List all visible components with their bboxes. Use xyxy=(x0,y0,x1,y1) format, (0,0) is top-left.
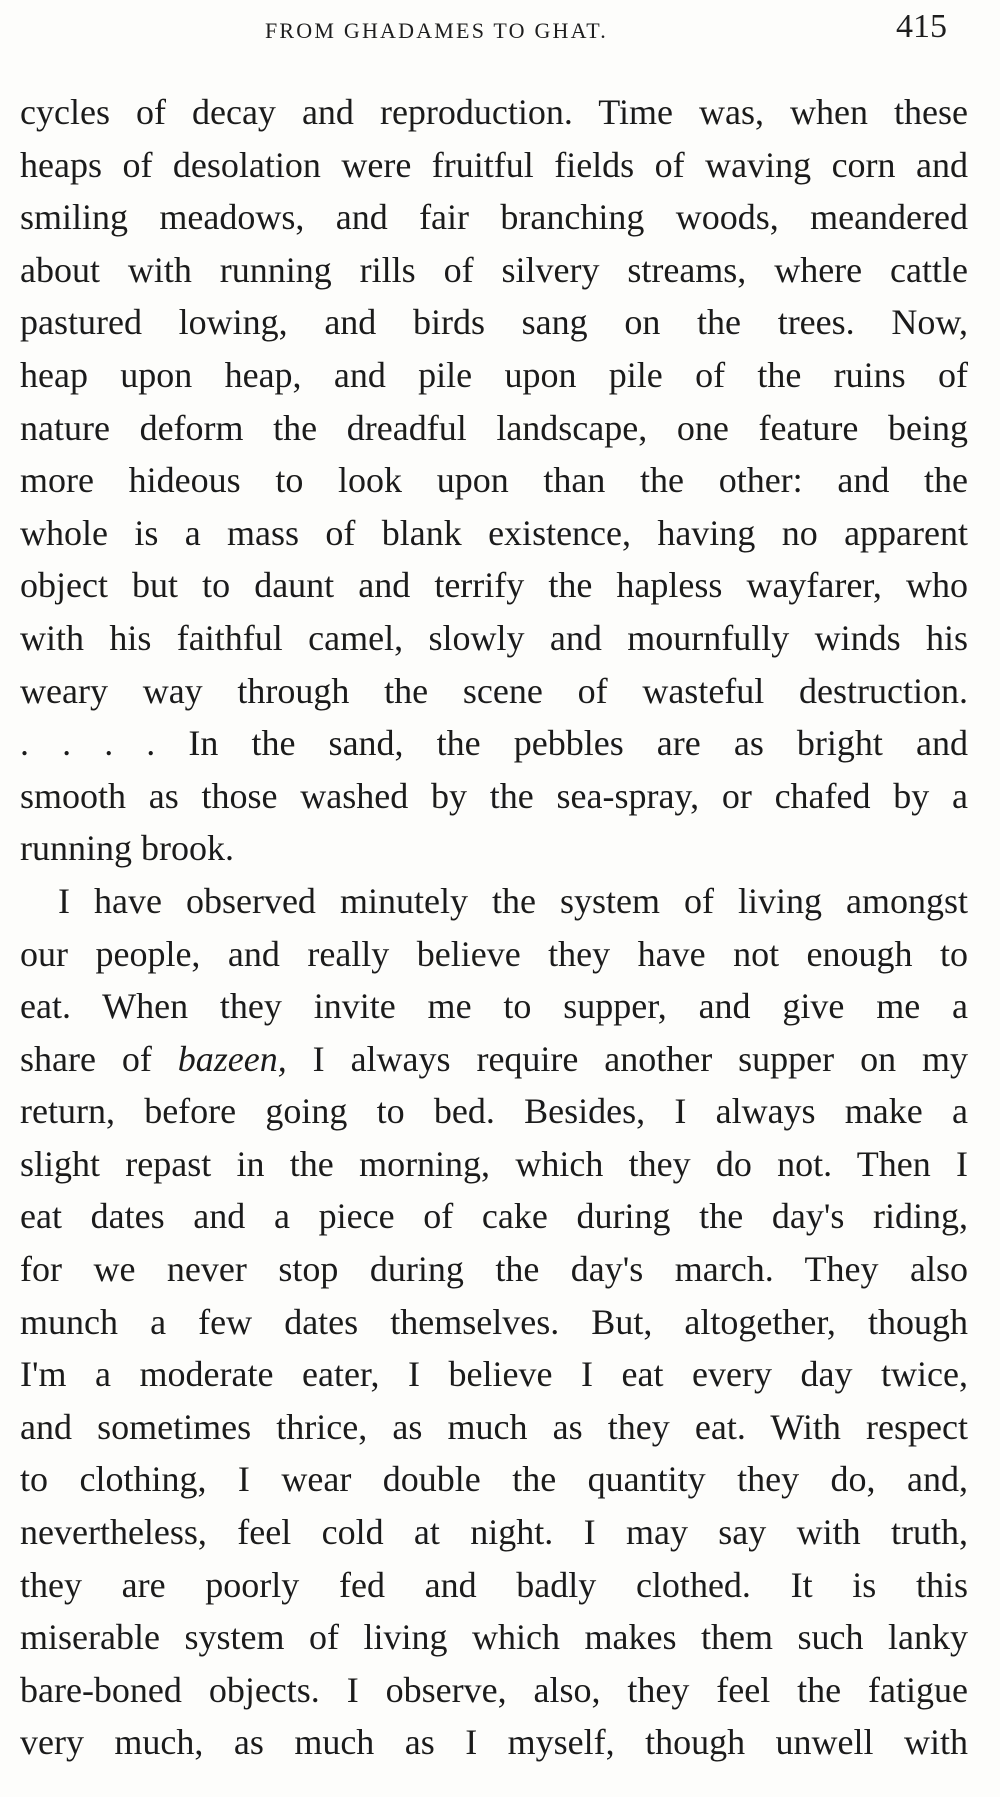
text-line: . . . . In the sand, the pebbles are as bright and xyxy=(20,723,968,764)
page-number: 415 xyxy=(896,8,947,45)
text-line: heap upon heap, and pile upon pile of the ruins of xyxy=(20,354,968,395)
text-line: whole is a mass of blank existence, having no apparent xyxy=(20,512,968,553)
text-line: they are poorly fed and badly clothed. It is this xyxy=(20,1564,968,1605)
text-line: and sometimes thrice, as much as they eat. With respect xyxy=(20,1406,968,1447)
italic-term-bazeen: bazeen, xyxy=(177,1038,287,1079)
text-line: about with running rills of silvery streams, where cattle xyxy=(20,249,968,290)
text-line: pastured lowing, and birds sang on the trees. Now, xyxy=(20,302,968,343)
text-line-bazeen xyxy=(20,1033,968,1086)
text-line: our people, and really believe they have not enough to xyxy=(20,933,968,974)
text-line: cycles of decay and reproduction. Time was, when these xyxy=(20,92,968,132)
text-line: bare-boned objects. I observe, also, they feel the fatigue xyxy=(20,1669,968,1710)
text-line: munch a few dates themselves. But, altogether, though xyxy=(20,1301,968,1342)
text-line: eat. When they invite me to supper, and give me a xyxy=(20,986,968,1027)
text-line: heaps of desolation were fruitful fields of waving corn and xyxy=(20,144,968,185)
text-line: running brook. xyxy=(20,828,234,869)
text-line: with his faithful camel, slowly and mournfully winds his xyxy=(20,617,968,658)
text-line: smooth as those washed by the sea-spray, or chafed by a xyxy=(20,775,968,816)
text-line: weary way through the scene of wasteful destruction. xyxy=(20,670,968,711)
text-line: more hideous to look upon than the other: and the xyxy=(20,460,968,501)
text-line: miserable system of living which makes them such lanky xyxy=(20,1617,968,1658)
text-fragment: share of xyxy=(20,1038,178,1079)
running-head: FROM GHADAMES TO GHAT. xyxy=(265,18,608,43)
paragraph-2 xyxy=(20,875,968,1769)
text-line: nevertheless, feel cold at night. I may say with truth, xyxy=(20,1512,968,1553)
page-header xyxy=(0,8,1000,52)
text-line: very much, as much as I myself, though unwell with xyxy=(20,1722,968,1763)
text-line: I have observed minutely the system of living amongst xyxy=(58,880,968,921)
text-line: eat dates and a piece of cake during the day's riding, xyxy=(20,1196,968,1237)
body-text xyxy=(20,86,968,1769)
text-line: slight repast in the morning, which they do not. Then I xyxy=(20,1143,968,1184)
paragraph-1 xyxy=(20,86,968,875)
text-line: to clothing, I wear double the quantity they do, and, xyxy=(20,1459,968,1500)
text-line: nature deform the dreadful landscape, one feature being xyxy=(20,407,968,448)
text-fragment: I always require another supper on my xyxy=(286,1038,968,1079)
text-line: object but to daunt and terrify the hapless wayfarer, who xyxy=(20,565,968,606)
text-line: for we never stop during the day's march. They also xyxy=(20,1249,968,1290)
text-line: return, before going to bed. Besides, I always make a xyxy=(20,1091,968,1132)
text-line: smiling meadows, and fair branching woods, meandered xyxy=(20,197,968,238)
text-line: I'm a moderate eater, I believe I eat every day twice, xyxy=(20,1354,968,1395)
